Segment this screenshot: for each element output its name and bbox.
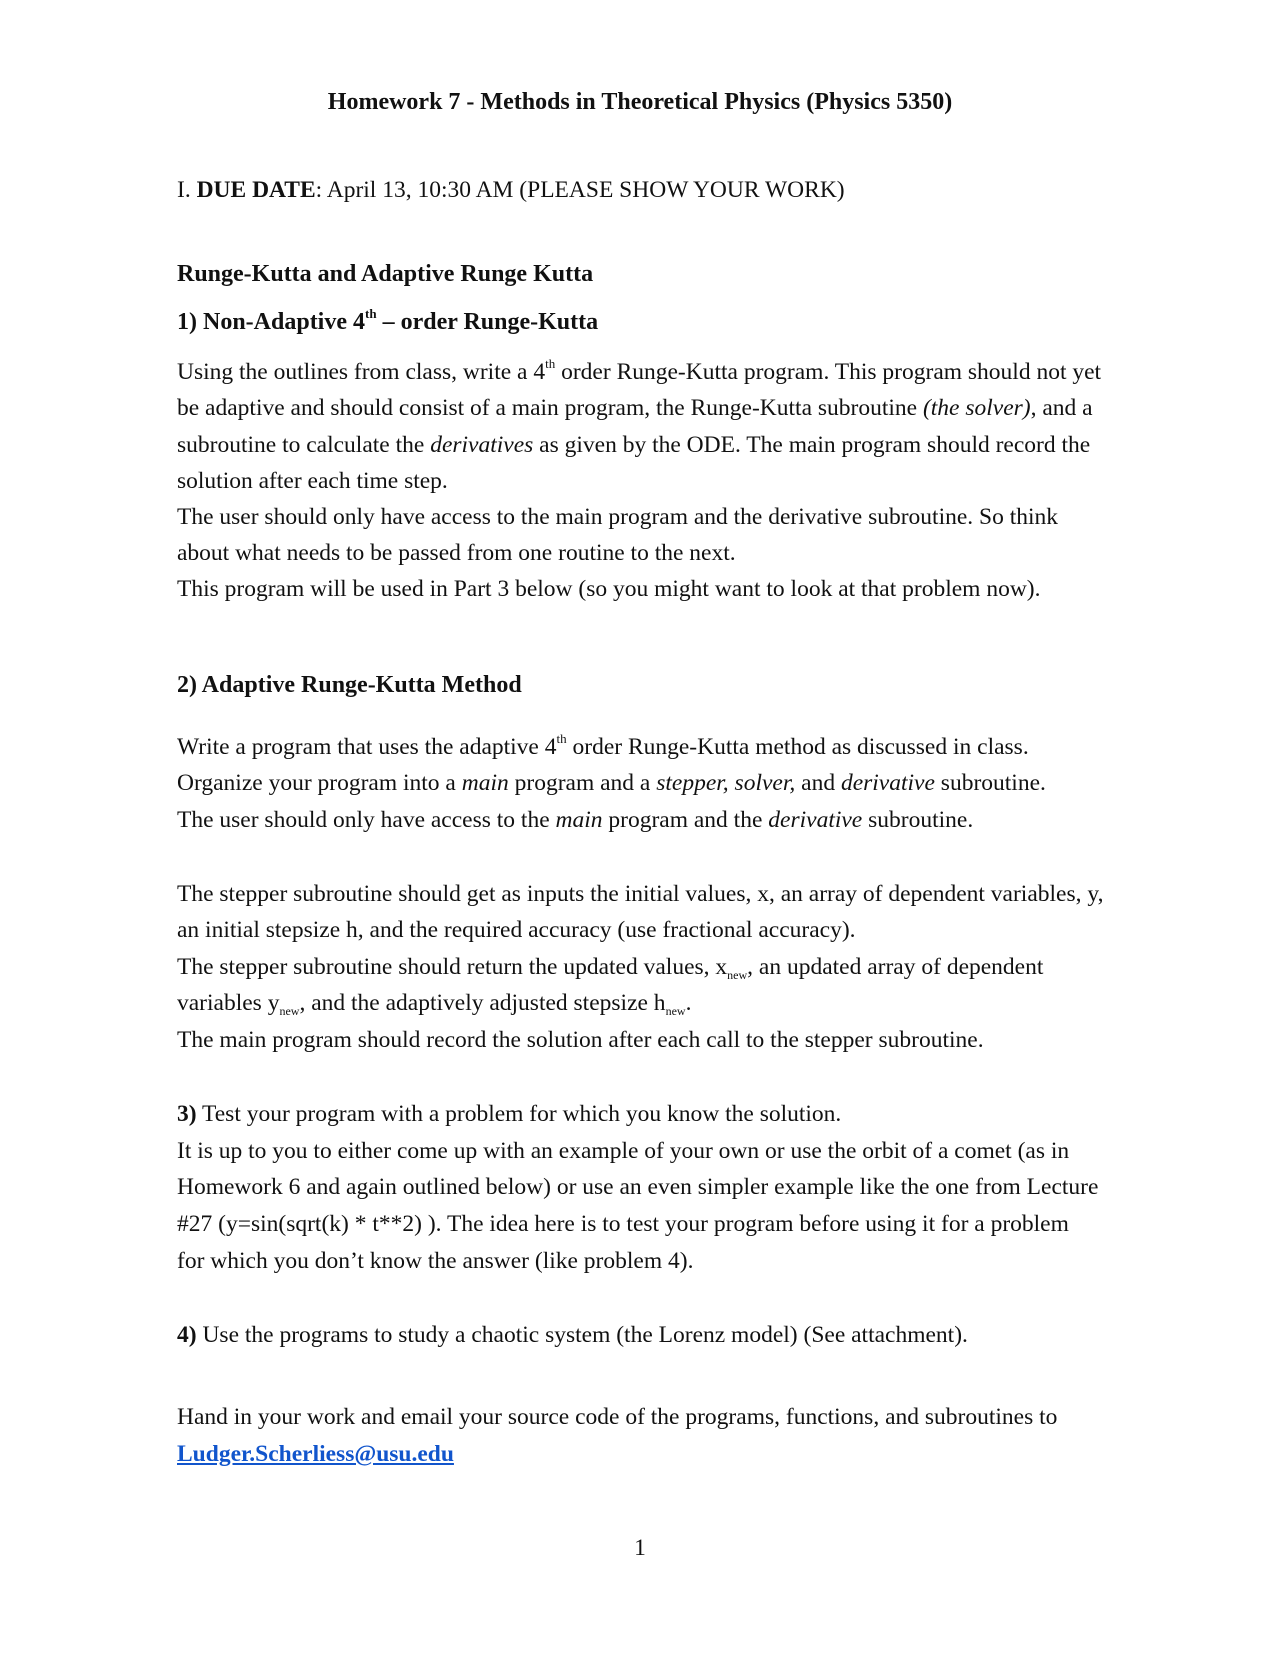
text: The stepper subroutine should return the updated values, x: [177, 954, 728, 980]
text: Organize your program into a: [177, 770, 462, 796]
text: order Runge-Kutta program. This program should not yet: [555, 359, 1102, 385]
text: , and the adaptively adjusted stepsize h: [299, 990, 666, 1016]
section-title: Runge-Kutta and Adaptive Runge Kutta: [177, 261, 594, 287]
part4-line-1: [177, 1320, 968, 1350]
text: subroutine.: [934, 770, 1046, 796]
due-prefix: I.: [177, 177, 197, 203]
text: order Runge-Kutta method as discussed in class.: [566, 734, 1029, 760]
part1-line-3: [177, 430, 1090, 460]
text: .: [685, 990, 692, 1016]
superscript: th: [545, 356, 556, 371]
part2-line-5: an initial stepsize h, and the required accuracy (use fractional accuracy).: [177, 917, 856, 943]
part1-heading-rest: – order Runge-Kutta: [376, 309, 599, 335]
subscript: new: [727, 968, 748, 982]
text: be adaptive and should consist of a main program, the Runge-Kutta subroutine: [177, 395, 923, 421]
part1-heading-sup: th: [365, 306, 377, 321]
text: program and the: [602, 807, 769, 833]
part3-number: 3): [177, 1101, 197, 1127]
part2-line-2: [177, 768, 1046, 798]
superscript: th: [556, 731, 567, 746]
email-link[interactable]: Ludger.Scherliess@usu.edu: [177, 1441, 454, 1467]
subscript: new: [279, 1004, 300, 1018]
part1-line-1: [177, 357, 1101, 387]
text: as given by the ODE. The main program should record the: [533, 432, 1091, 458]
part2-line-1: [177, 732, 1029, 762]
text: subroutine to calculate the: [177, 432, 431, 458]
text: , and a: [1030, 395, 1093, 421]
part1-line-7: This program will be used in Part 3 below (so you might want to look at that problem now).: [177, 576, 1041, 602]
text: Use the programs to study a chaotic system (the Lorenz model) (See attachment).: [196, 1322, 968, 1348]
handin-line: Hand in your work and email your source code of the programs, functions, and subroutines to: [177, 1404, 1058, 1430]
part1-line-6: about what needs to be passed from one routine to the next.: [177, 540, 736, 566]
part3-line-3: Homework 6 and again outlined below) or use an even simpler example like the one from Lecture: [177, 1174, 1099, 1200]
part2-line-3: [177, 805, 973, 835]
text: , an updated array of dependent: [747, 954, 1044, 980]
page-number: 1: [634, 1535, 646, 1561]
text: Test your program with a problem for which you know the solution.: [196, 1101, 842, 1127]
due-value: : April 13, 10:30 AM (PLEASE SHOW YOUR WORK): [315, 177, 845, 203]
part4-number: 4): [177, 1322, 197, 1348]
part3-line-4: #27 (y=sin(sqrt(k) * t**2) ). The idea here is to test your program before using it for a problem: [177, 1211, 1069, 1237]
italic-text: main: [555, 807, 603, 833]
text: program and a: [508, 770, 657, 796]
part3-line-5: for which you don’t know the answer (like problem 4).: [177, 1248, 694, 1274]
part1-line-5: The user should only have access to the main program and the derivative subroutine. So think: [177, 504, 1059, 530]
subscript: new: [665, 1004, 686, 1018]
italic-text: derivatives: [430, 432, 534, 458]
part1-heading-text: 1) Non-Adaptive 4: [177, 309, 366, 335]
italic-text: stepper, solver,: [656, 770, 796, 796]
part2-line-6: [177, 952, 1043, 982]
part1-line-4: solution after each time step.: [177, 468, 448, 494]
text: The user should only have access to the: [177, 807, 556, 833]
italic-text: main: [461, 770, 509, 796]
part1-heading: [177, 307, 598, 337]
part2-heading: 2) Adaptive Runge-Kutta Method: [177, 672, 522, 698]
due-label: DUE DATE: [196, 177, 316, 203]
part1-line-2: [177, 393, 1093, 423]
part2-line-8: The main program should record the solution after each call to the stepper subroutine.: [177, 1027, 984, 1053]
italic-text: (the solver): [922, 395, 1031, 421]
italic-text: derivative: [768, 807, 863, 833]
part3-line-2: It is up to you to either come up with an example of your own or use the orbit of a comet (as in: [177, 1138, 1070, 1164]
text: Using the outlines from class, write a 4: [177, 359, 546, 385]
part2-line-4: The stepper subroutine should get as inputs the initial values, x, an array of dependent variables, y,: [177, 881, 1104, 907]
text: subroutine.: [862, 807, 974, 833]
text: variables y: [177, 990, 280, 1016]
part3-line-1: [177, 1099, 841, 1129]
italic-text: derivative: [840, 770, 935, 796]
page-title: Homework 7 - Methods in Theoretical Physics (Physics 5350): [327, 89, 953, 115]
due-date-line: [177, 175, 845, 205]
part2-line-7: [177, 988, 691, 1018]
text: and: [795, 770, 841, 796]
text: Write a program that uses the adaptive 4: [177, 734, 557, 760]
